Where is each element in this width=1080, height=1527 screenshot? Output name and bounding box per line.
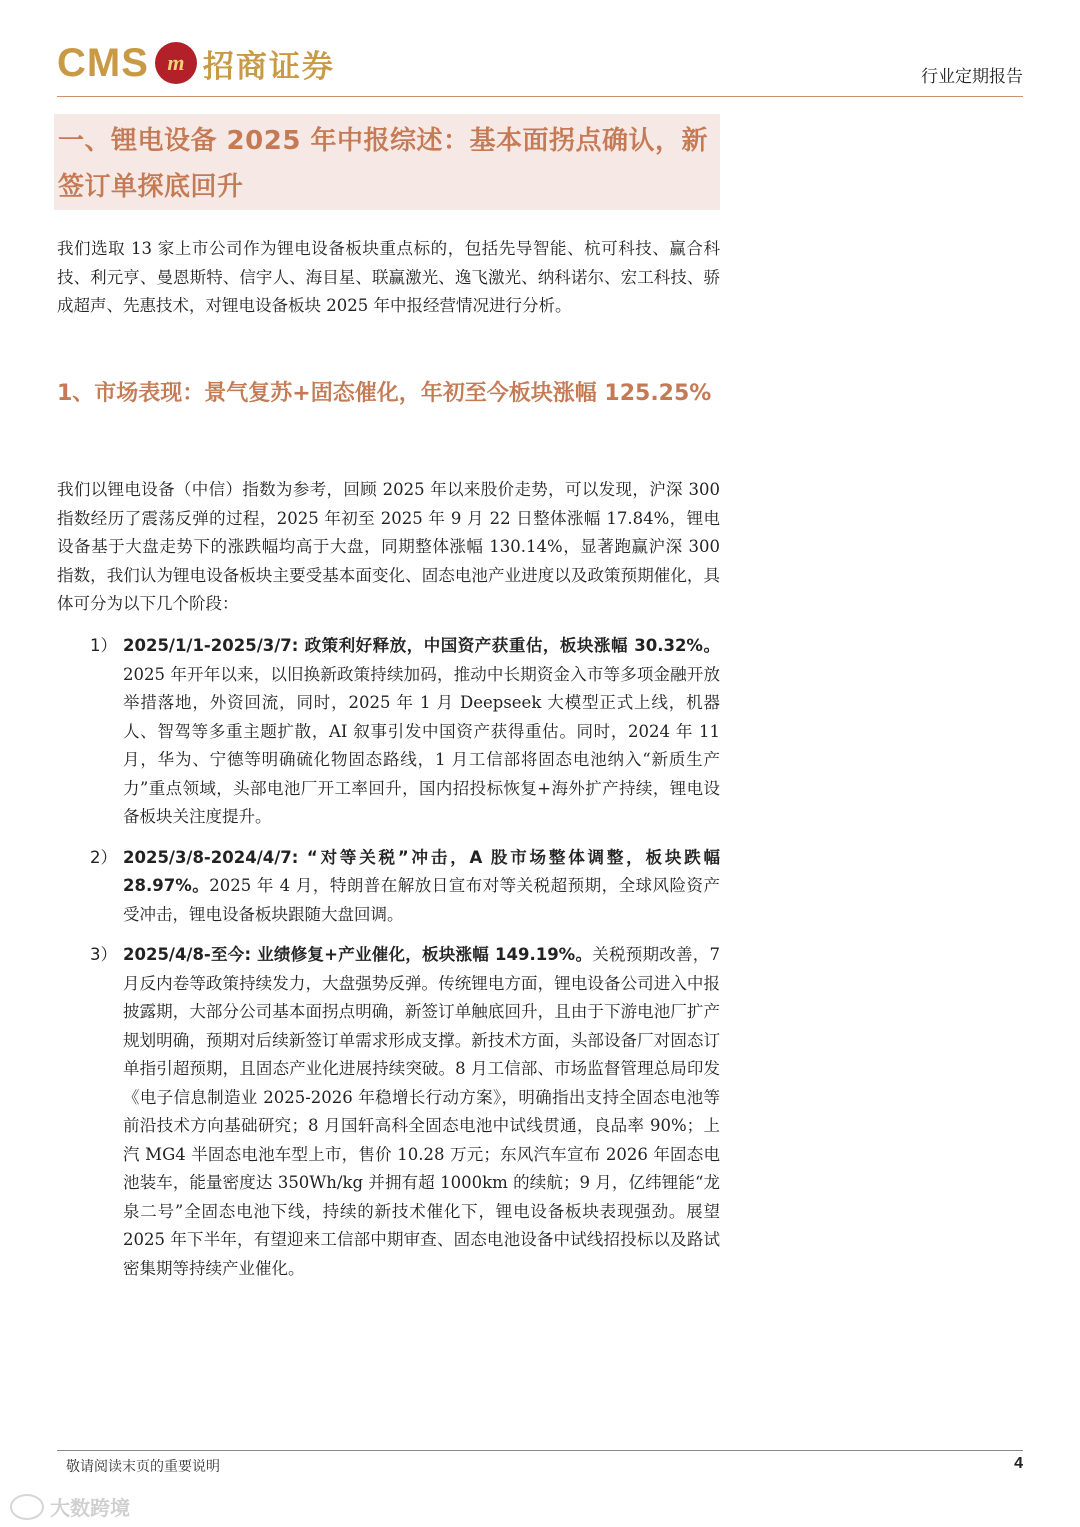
stage-number: 2） — [90, 847, 117, 867]
intro-paragraph: 我们选取 13 家上市公司作为锂电设备板块重点标的，包括先导智能、杭可科技、赢合科技、利元亨、曼恩斯特、信宇人、海目星、联赢激光、逸飞激光、纳科诺尔、宏工科技、骄成超声、先惠技术，对锂电设备板块 2025 年中报经营情况进行分析。 — [57, 239, 720, 315]
watermark-icon — [10, 1494, 44, 1520]
logo-latin: CMS — [57, 40, 149, 85]
market-paragraph: 我们以锂电设备（中信）指数为参考，回顾 2025 年以来股价走势，可以发现，沪深 300 指数经历了震荡反弹的过程，2025 年初至 2025 年 9 月 22 日整体涨幅 17.84%，锂电设备基于大盘走势下的涨跌幅均高于大盘，同期整体涨幅 130.14%，显著跑赢沪深 300 指数，我们认为锂电设备板块主要受基本面变化、固态电池产业进度以及政策预期催化，具体可分为以下几个阶段： — [57, 480, 720, 613]
section-title: 一、锂电设备 2025 年中报综述：基本面拐点确认，新签订单探底回升 — [58, 126, 708, 202]
subsection-title: 1、市场表现：景气复苏+固态催化，年初至今板块涨幅 125.25% — [57, 381, 712, 406]
stage-number: 3） — [90, 945, 117, 964]
logo-chinese: 招商证券 — [202, 48, 335, 85]
stage-body: 2025 年开年以来，以旧换新政策持续加码，推动中长期资金入市等多项金融开放举措落地，外资回流，同时，2025 年 1 月 Deepseek 大模型正式上线，机器人、智驾等多重主题扩散，AI 叙事引发中国资产获得重估。同时，2024 年 11 月，华为、宁德等明确硫化物固态路线，1 月工信部将固态电池纳入“新质生产力”重点领域，头部电池厂开工率回升，国内招投标恢复+海外扩产持续，锂电设备板块关注度提升。 — [123, 664, 720, 826]
stage-heading: 2025/1/1-2025/3/7: 政策利好释放，中国资产获重估，板块涨幅 30.32%。 — [123, 636, 720, 655]
stage-heading: 2025/4/8-至今: 业绩修复+产业催化，板块涨幅 149.19%。 — [123, 945, 593, 964]
footer-note: 敬请阅读末页的重要说明 — [66, 1459, 220, 1475]
watermark-text: 大数跨境 — [50, 1496, 130, 1520]
report-type: 行业定期报告 — [921, 67, 1023, 87]
watermark — [10, 1492, 130, 1521]
footer-divider — [57, 1450, 1023, 1451]
stage-heading: 2025/3/8-2024/4/7: “对等关税”冲击，A 股市场整体调整，板块跌幅 28.97%。 — [123, 847, 720, 895]
page-number: 4 — [1014, 1455, 1023, 1472]
stage-item-1 — [90, 632, 720, 832]
section-heading-box — [54, 114, 720, 210]
stage-list — [90, 632, 720, 1295]
page-header — [57, 38, 1023, 96]
stage-body: 2025 年 4 月，特朗普在解放日宣布对等关税超预期，全球风险资产受冲击，锂电设备板块跟随大盘回调。 — [123, 876, 720, 924]
stage-body: 关税预期改善，7 月反内卷等政策持续发力，大盘强势反弹。传统锂电方面，锂电设备公司进入中报披露期，大部分公司基本面拐点明确，新签订单触底回升，且由于下游电池厂扩产规划明确，预期对后续新签订单需求形成支撑。新技术方面，头部设备厂对固态订单指引超预期，且固态产业化进展持续突破。8 月工信部、市场监督管理总局印发《电子信息制造业 2025-2026 年稳增长行动方案》，明确指出支持全固态电池等前沿技术方向基础研究；8 月国轩高科全固态电池中试线贯通，良品率 90%；上汽 MG4 半固态电池车型上市，售价 10.28 万元；东风汽车宣布 2026 年固态电池装车，能量密度达 350Wh/kg 并拥有超 1000km 的续航；9 月，亿纬锂能“龙泉二号”全固态电池下线，持续的新技术催化下，锂电设备板块表现强劲。展望 2025 年下半年，有望迎来工信部中期审查、固态电池设备中试线招投标以及路试密集期等持续产业催化。 — [123, 945, 721, 1278]
stage-number: 1） — [90, 636, 117, 655]
header-divider — [57, 96, 1023, 97]
stage-item-2 — [90, 844, 720, 930]
stage-item-3 — [90, 941, 720, 1283]
logo-emblem-icon: m — [155, 42, 197, 84]
cms-logo — [57, 38, 335, 88]
